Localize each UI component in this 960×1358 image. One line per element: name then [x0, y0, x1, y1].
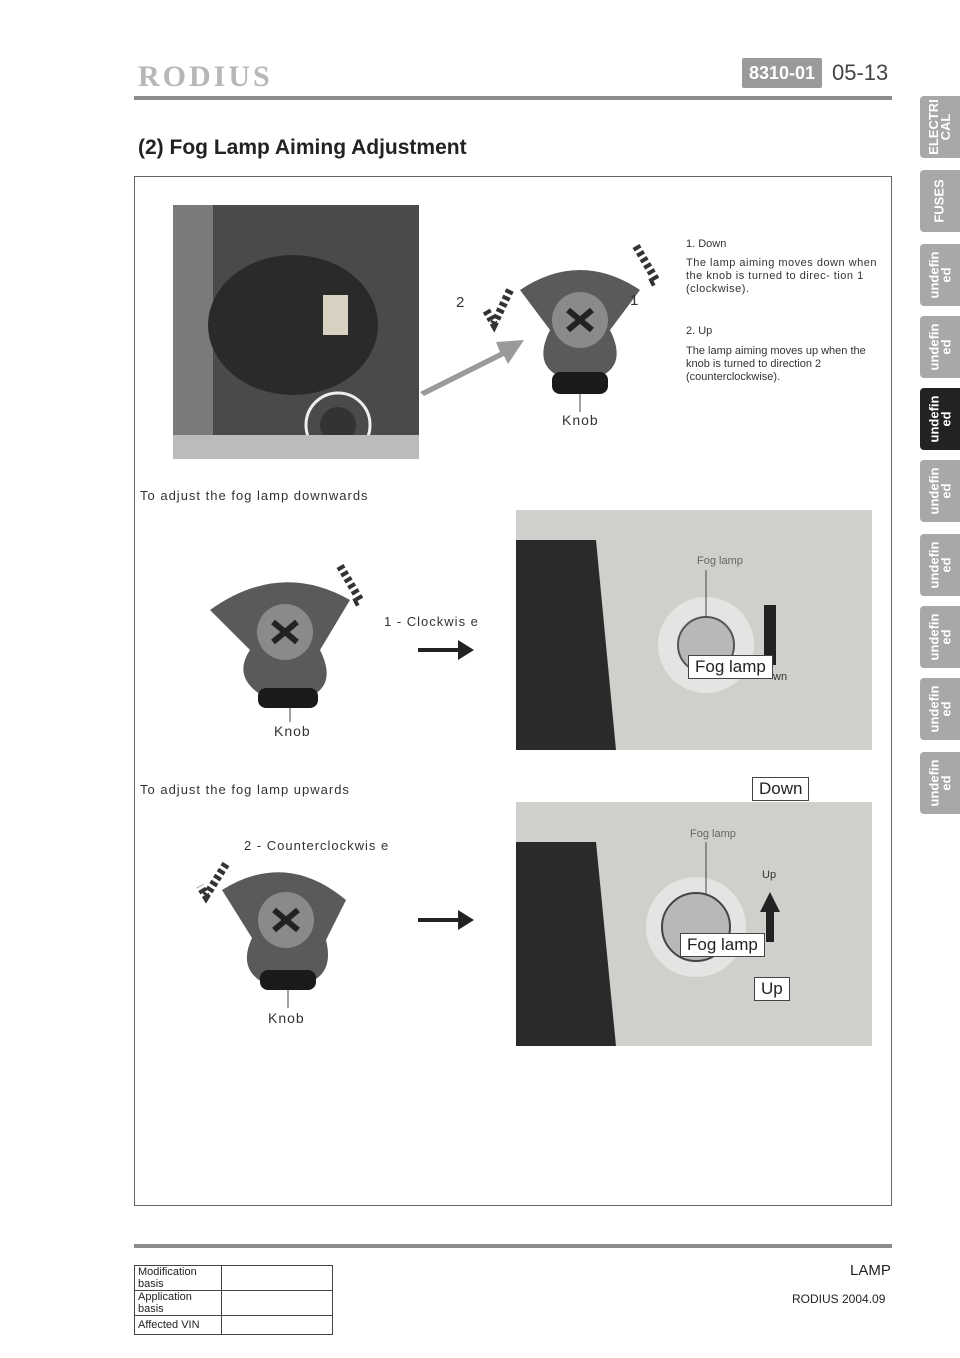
- side-tab-label: undefin ed: [926, 395, 953, 443]
- footer-section-name: LAMP: [850, 1262, 891, 1279]
- fog-lamp-box-label-down: Fog lamp: [688, 655, 773, 679]
- side-tab-label: undefin ed: [926, 251, 953, 299]
- side-tab-10[interactable]: [920, 752, 960, 814]
- side-tab-label: undefin ed: [926, 613, 953, 661]
- upwards-heading: To adjust the fog lamp upwards: [140, 782, 350, 797]
- clockwise-label: 1 - Clockwis e: [384, 614, 479, 629]
- up-small-label: Up: [762, 869, 777, 881]
- downwards-heading: To adjust the fog lamp downwards: [140, 488, 369, 503]
- right-arrow-1: [418, 638, 474, 662]
- fog-lamp-box-label-up: Fog lamp: [680, 933, 765, 957]
- direction-1-label: 1: [630, 292, 640, 309]
- side-tab-3[interactable]: [920, 244, 960, 306]
- footer-rule: [134, 1244, 892, 1248]
- side-tab-2[interactable]: [920, 170, 960, 232]
- counterclockwise-label: 2 - Counterclockwis e: [244, 838, 390, 853]
- knob-diagram-clockwise: [200, 560, 380, 730]
- table-label: Modification basis: [135, 1266, 222, 1291]
- side-tab-5[interactable]: [920, 388, 960, 450]
- table-row: [135, 1316, 333, 1335]
- table-row: [135, 1266, 333, 1291]
- page-number: 05-13: [832, 60, 889, 85]
- knob-diagram-top: [480, 240, 680, 420]
- side-tab-label: undefin ed: [926, 323, 953, 371]
- side-tab-7[interactable]: [920, 534, 960, 596]
- side-tab-9[interactable]: [920, 678, 960, 740]
- side-tab-label: undefin ed: [926, 541, 953, 589]
- table-label: Affected VIN: [135, 1316, 222, 1335]
- right-arrow-2: [418, 908, 474, 932]
- down-instruction-text: The lamp aiming moves down when the knob is turned to direc- tion 1 (clockwise).: [686, 257, 877, 295]
- fog-lamp-illustration-down: [516, 510, 872, 750]
- table-value: [222, 1316, 333, 1335]
- table-label: Application basis: [135, 1291, 222, 1316]
- footer-model: RODIUS 2004.09: [792, 1292, 886, 1306]
- fog-lamp-photo-down: [516, 510, 872, 750]
- side-tab-4[interactable]: [920, 316, 960, 378]
- engine-bay-photo: [173, 205, 419, 459]
- table-row: [135, 1291, 333, 1316]
- side-tab-label: undefin ed: [926, 759, 953, 807]
- revision-table: [134, 1265, 333, 1335]
- side-tab-1[interactable]: [920, 96, 960, 158]
- side-tab-6[interactable]: [920, 460, 960, 522]
- up-box-label: Up: [754, 977, 790, 1001]
- table-value: [222, 1266, 333, 1291]
- side-tab-label: undefin ed: [926, 685, 953, 733]
- up-instruction-text: The lamp aiming moves up when the knob is turned to direction 2 (counterclockwise).: [686, 345, 866, 383]
- up-instruction-title: 2. Up: [686, 325, 713, 337]
- brand-logo: RODIUS: [138, 60, 273, 93]
- section-code-badge: 8310-01: [742, 58, 822, 88]
- header-rule: [134, 96, 892, 100]
- fog-lamp-small-label-up: Fog lamp: [690, 828, 736, 840]
- page-title: (2) Fog Lamp Aiming Adjustment: [138, 136, 467, 159]
- fog-lamp-small-label-down: Fog lamp: [697, 555, 743, 567]
- side-tab-8[interactable]: [920, 606, 960, 668]
- engine-bay-illustration: [173, 205, 419, 459]
- knob-diagram-counterclockwise: [196, 850, 376, 1010]
- knob-label-clockwise: Knob: [274, 723, 311, 739]
- direction-2-label: 2: [456, 294, 466, 311]
- down-box-label: Down: [752, 777, 809, 801]
- table-value: [222, 1291, 333, 1316]
- side-tab-label: ELECTRI CAL: [926, 99, 953, 155]
- down-instruction-title: 1. Down: [686, 238, 727, 250]
- side-tab-label: FUSES: [932, 179, 947, 223]
- knob-label-counterclockwise: Knob: [268, 1010, 305, 1026]
- down-partial-label: wn: [773, 671, 788, 683]
- knob-label-top: Knob: [562, 412, 599, 428]
- side-tab-label: undefin ed: [926, 467, 953, 515]
